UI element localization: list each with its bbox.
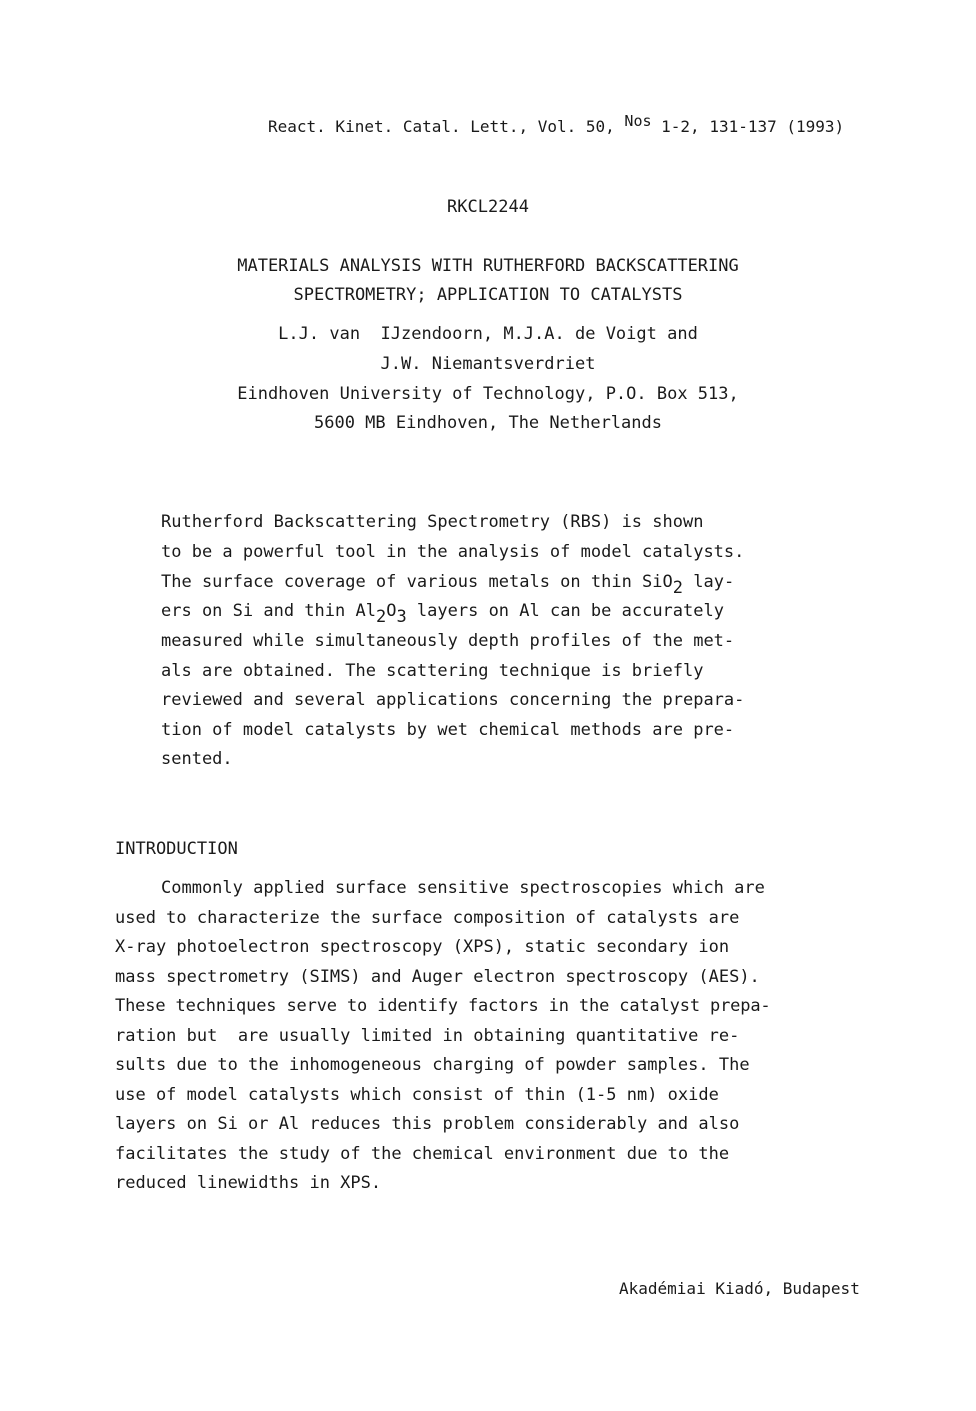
abstract-line: to be a powerful tool in the analysis of model catalysts. [161, 542, 745, 562]
body-line: layers on Si or Al reduces this problem considerably and also [115, 1114, 740, 1134]
authors-line-1: L.J. van IJzendoorn, M.J.A. de Voigt and [278, 324, 698, 344]
abstract-line: reviewed and several applications concerning the prepara- [161, 690, 745, 710]
abstract-line: The surface coverage of various metals on thin SiO$_2$ lay- [161, 572, 735, 598]
affiliation-line-1: Eindhoven University of Technology, P.O. Box 513, [237, 384, 739, 404]
abstract-line: tion of model catalysts by wet chemical methods are pre- [161, 720, 735, 740]
body-line: Commonly applied surface sensitive spectroscopies which are [161, 878, 765, 898]
body-line: mass spectrometry (SIMS) and Auger electron spectroscopy (AES). [115, 967, 760, 987]
abstract-line: als are obtained. The scattering technique is briefly [161, 661, 704, 681]
affiliation-line-2: 5600 MB Eindhoven, The Netherlands [314, 413, 662, 433]
journal-citation [268, 112, 845, 138]
body-line: X-ray photoelectron spectroscopy (XPS), static secondary ion [115, 937, 730, 957]
body-line: facilitates the study of the chemical environment due to the [115, 1144, 730, 1164]
title-line-1: MATERIALS ANALYSIS WITH RUTHERFORD BACKSCATTERING [237, 256, 739, 276]
body-line: ration but are usually limited in obtaining quantitative re- [115, 1026, 740, 1046]
abstract-line: Rutherford Backscattering Spectrometry (RBS) is shown [161, 512, 704, 532]
abstract-line: sented. [161, 749, 233, 769]
body-line: reduced linewidths in XPS. [115, 1173, 382, 1193]
abstract-line: ers on Si and thin $Al_2O_3$ layers on Al can be accurately [161, 601, 724, 627]
body-line: used to characterize the surface composition of catalysts are [115, 908, 740, 928]
citation-suffix: 1-2, 131-137 (1993) [651, 117, 845, 136]
body-line: These techniques serve to identify factors in the catalyst prepa- [115, 996, 771, 1016]
citation-prefix: React. Kinet. Catal. Lett., Vol. 50, [268, 117, 625, 136]
citation-nos: Nos [624, 112, 652, 130]
body-line: use of model catalysts which consist of thin (1-5 nm) oxide [115, 1085, 719, 1105]
authors-line-2: J.W. Niemantsverdriet [380, 354, 596, 374]
article-code: RKCL2244 [447, 197, 529, 217]
title-line-2: SPECTROMETRY; APPLICATION TO CATALYSTS [293, 285, 683, 305]
body-line: sults due to the inhomogeneous charging of powder samples. The [115, 1055, 750, 1075]
abstract-line: measured while simultaneously depth profiles of the met- [161, 631, 735, 651]
publisher-footer: Akadémiai Kiadó, Budapest [619, 1279, 860, 1298]
section-heading: INTRODUCTION [115, 839, 238, 859]
